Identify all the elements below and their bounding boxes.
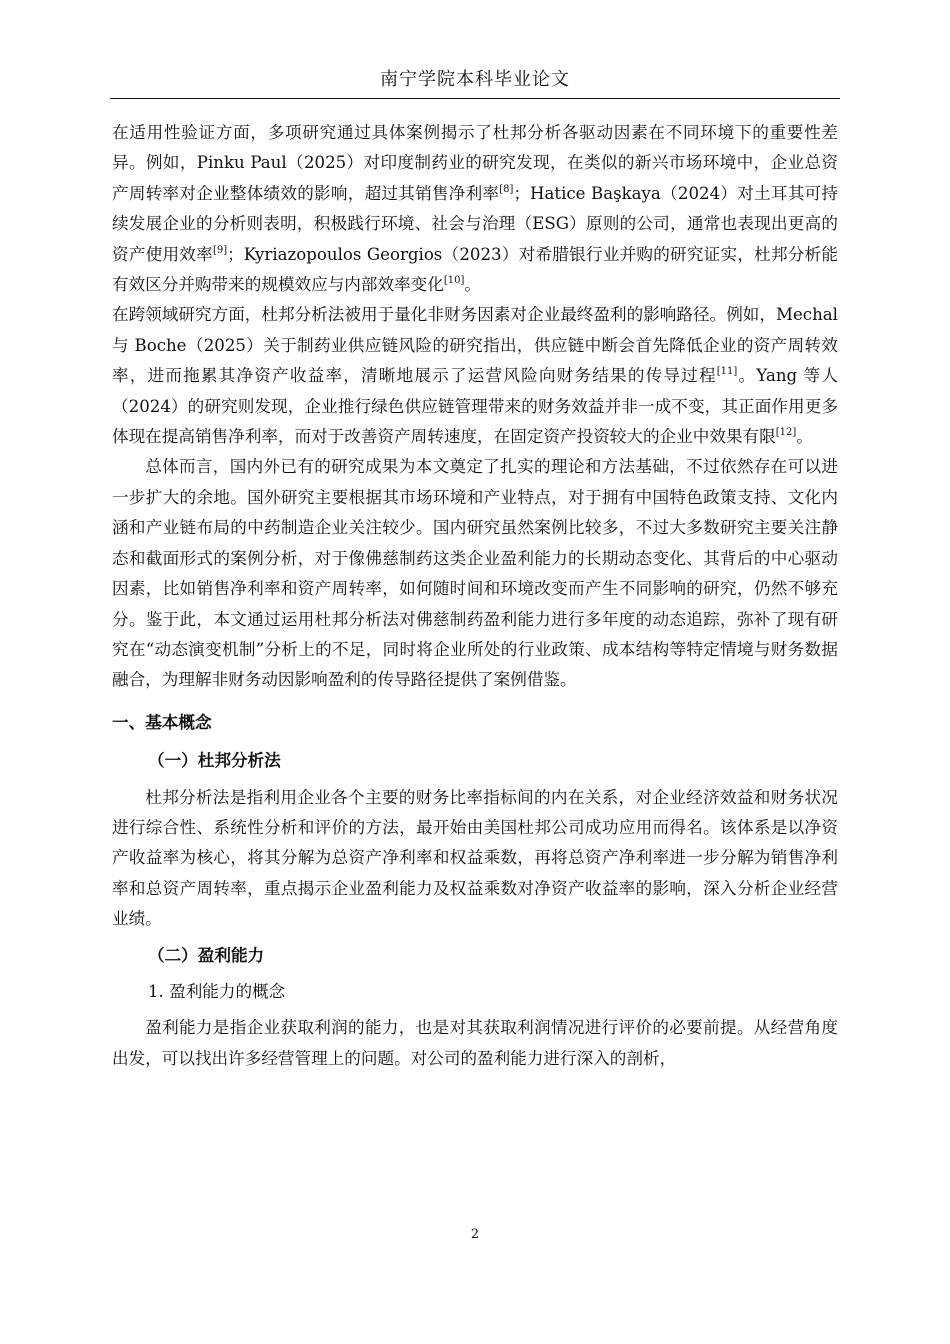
text-run: 。Yang 等人（2024）的研究则发现，企业推行绿色供应链管理带来的财务效益并非一成不变，其正面作用更多体现在提高销售净利率，而对于改善资产周转速度，在固定资产投资较大的企业中效果有限 [112, 366, 838, 447]
paragraph-profitability: 盈利能力是指企业获取利润的能力，也是对其获取利润情况进行评价的必要前提。从经营角度出发，可以找出许多经营管理上的问题。对公司的盈利能力进行深入的剖析， [112, 1018, 838, 1068]
subsection-heading-dupont: （一）杜邦分析法 [148, 751, 281, 771]
subsection-heading-profitability: （二）盈利能力 [148, 945, 265, 965]
text-run: 在适用性验证方面，多项研究通过具体案例揭示了杜邦分析各驱动因素在不同环境下的重要性差异。例如，Pinku Paul（2025）对印度制药业的研究发现，在类似的新兴市场环境中，企业总资产周转率对企业整体绩效的影响，超过其销售净利率 [112, 123, 838, 203]
paragraph-cross-domain [112, 300, 838, 452]
page-header: 南宁学院本科毕业论文 [380, 69, 570, 90]
citation-ref: [10] [443, 275, 465, 287]
citation-ref: [11] [716, 366, 738, 378]
text-run: ；Hatice Başkaya（2024）对土耳其可持续发展企业的分析则表明，积极践行环境、社会与治理（ESG）原则的公司，通常也表现出更高的资产使用效率 [112, 183, 838, 264]
section-heading-basic-concepts: 一、基本概念 [112, 712, 212, 732]
paragraph-applicability [112, 118, 838, 300]
citation-ref: [9] [212, 244, 228, 256]
text-run: 。 [796, 427, 813, 447]
text-run: 在跨领域研究方面，杜邦分析法被用于量化非财务因素对企业最终盈利的影响路径。例如，Mechal 与 Boche（2025）关于制药业供应链风险的研究指出，供应链中断会首先降低企业的资产周转效率，进而拖累其净资产收益率，清晰地展示了运营风险向财务结果的传导过程 [112, 305, 838, 386]
paragraph-summary: 总体而言，国内外已有的研究成果为本文奠定了扎实的理论和方法基础，不过依然存在可以进一步扩大的余地。国外研究主要根据其市场环境和产业特点，对于拥有中国特色政策支持、文化内涵和产业链布局的中药制造企业关注较少。国内研究虽然案例比较多，不过大多数研究主要关注静态和截面形式的案例分析，对于像佛慈制药这类企业盈利能力的长期动态变化、其背后的中心驱动因素，比如销售净利率和资产周转率，如何随时间和环境改变而产生不同影响的研究，仍然不够充分。鉴于此，本文通过运用杜邦分析法对佛慈制药盈利能力进行多年度的动态追踪，弥补了现有研究在“动态演变机制”分析上的不足，同时将企业所处的行业政策、成本结构等特定情境与财务数据融合，为理解非财务动因影响盈利的传导路径提供了案例借鉴。 [112, 457, 838, 690]
subsubsection-heading-profitability-concept: 1. 盈利能力的概念 [148, 981, 286, 1001]
text-run: ；Kyriazopoulos Georgios（2023）对希腊银行业并购的研究证实，杜邦分析能有效区分并购带来的规模效应与内部效率变化 [112, 244, 839, 295]
citation-ref: [12] [775, 427, 797, 439]
text-run: 。 [464, 275, 481, 295]
paragraph-dupont: 杜邦分析法是指利用企业各个主要的财务比率指标间的内在关系，对企业经济效益和财务状况进行综合性、系统性分析和评价的方法，最开始由美国杜邦公司成功应用而得名。该体系是以净资产收益率为核心，将其分解为总资产净利率和权益乘数，再将总资产净利率进一步分解为销售净利率和总资产周转率，重点揭示企业盈利能力及权益乘数对净资产收益率的影响，深入分析企业经营业绩。 [112, 787, 838, 929]
header-rule [110, 98, 840, 99]
page-number: 2 [470, 1227, 480, 1242]
citation-ref: [8] [499, 183, 514, 195]
page-body [112, 118, 838, 1074]
